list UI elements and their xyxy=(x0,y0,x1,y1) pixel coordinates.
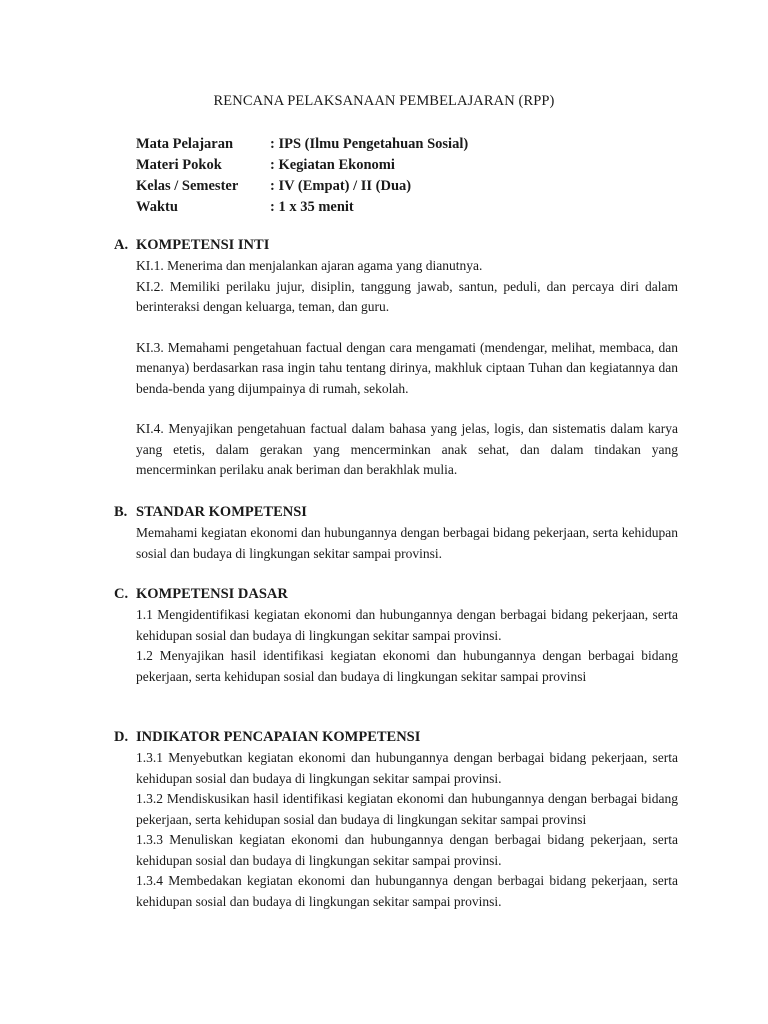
meta-row-time xyxy=(136,197,468,218)
meta-label: Materi Pokok xyxy=(136,157,222,173)
paragraph-standar: Memahami kegiatan ekonomi dan hubungannya dengan berbagai bidang pekerjaan, serta kehidupan sosial dan budaya di lingkungan sekitar sampai provinsi. xyxy=(136,525,678,561)
paragraph-kd-1-1: 1.1 Mengidentifikasi kegiatan ekonomi dan hubungannya dengan berbagai bidang pekerjaan, serta kehidupan sosial dan budaya di lingkungan sekitar sampai provinsi. xyxy=(136,607,678,643)
paragraph-ki2: KI.2. Memiliki perilaku jujur, disiplin, tanggung jawab, santun, peduli, dan percaya diri dalam berinteraksi dengan keluarga, teman, dan guru. xyxy=(136,278,678,314)
section-title: KOMPETENSI INTI xyxy=(136,237,270,253)
meta-label: Mata Pelajaran xyxy=(136,136,234,152)
section-heading-d xyxy=(114,727,420,747)
paragraph-indikator-1-3-1: 1.3.1 Menyebutkan kegiatan ekonomi dan hubungannya dengan berbagai bidang pekerjaan, serta kehidupan sosial dan budaya di lingkungan sekitar sampai provinsi. xyxy=(136,750,678,786)
section-title: INDIKATOR PENCAPAIAN KOMPETENSI xyxy=(136,729,421,745)
paragraph-ki3: KI.3. Memahami pengetahuan factual dengan cara mengamati (mendengar, melihat, membaca, dan menanya) berdasarkan rasa ingin tahu tentang dirinya, makhluk ciptaan Tuhan dan kegiatannya dan benda-benda yang dijumpainya di rumah, sekolah. xyxy=(136,339,678,396)
section-heading-a xyxy=(114,235,269,255)
section-heading-b xyxy=(114,502,307,522)
section-letter: D. xyxy=(114,729,129,745)
meta-value: : IPS (Ilmu Pengetahuan Sosial) xyxy=(270,136,469,152)
section-body-a xyxy=(136,256,678,481)
paragraph-ki4: KI.4. Menyajikan pengetahuan factual dalam bahasa yang jelas, logis, dan sistematis dalam karya yang etetis, dalam gerakan yang mencerminkan anak sehat, dan dalam tindakan yang mencerminkan perilaku anak beriman dan berakhlak mulia. xyxy=(136,421,678,477)
section-body-c xyxy=(136,605,678,687)
meta-label: Waktu xyxy=(136,199,178,215)
paragraph-indikator-1-3-4: 1.3.4 Membedakan kegiatan ekonomi dan hubungannya dengan berbagai bidang pekerjaan, serta kehidupan sosial dan budaya di lingkungan sekitar sampai provinsi. xyxy=(136,873,678,909)
meta-row-topic xyxy=(136,155,468,176)
section-letter: B. xyxy=(114,504,128,520)
section-letter: A. xyxy=(114,237,129,253)
meta-row-subject xyxy=(136,134,468,155)
meta-value: : Kegiatan Ekonomi xyxy=(270,157,395,173)
meta-row-class-semester xyxy=(136,176,468,197)
section-body-b xyxy=(136,523,678,564)
paragraph-indikator-1-3-2: 1.3.2 Mendiskusikan hasil identifikasi kegiatan ekonomi dan hubungannya dengan berbagai bidang pekerjaan, serta kehidupan sosial dan budaya di lingkungan sekitar sampai provinsi xyxy=(136,791,678,827)
paragraph-indikator-1-3-3: 1.3.3 Menuliskan kegiatan ekonomi dan hubungannya dengan berbagai bidang pekerjaan, serta kehidupan sosial dan budaya di lingkungan sekitar sampai provinsi. xyxy=(136,832,678,868)
paragraph-kd-1-2: 1.2 Menyajikan hasil identifikasi kegiatan ekonomi dan hubungannya dengan berbagai bidang pekerjaan, serta kehidupan sosial dan budaya di lingkungan sekitar sampai provinsi xyxy=(136,648,678,684)
course-info-table xyxy=(136,134,468,218)
meta-label: Kelas / Semester xyxy=(136,178,239,194)
section-letter: C. xyxy=(114,586,129,602)
meta-value: : 1 x 35 menit xyxy=(270,199,354,215)
section-title: STANDAR KOMPETENSI xyxy=(136,504,307,520)
document-title: RENCANA PELAKSANAAN PEMBELAJARAN (RPP) xyxy=(213,93,555,109)
section-heading-c xyxy=(114,584,288,604)
meta-value: : IV (Empat) / II (Dua) xyxy=(270,178,412,194)
paragraph-ki1: KI.1. Menerima dan menjalankan ajaran agama yang dianutnya. xyxy=(136,258,483,273)
section-title: KOMPETENSI DASAR xyxy=(136,586,288,602)
section-body-d xyxy=(136,748,678,912)
